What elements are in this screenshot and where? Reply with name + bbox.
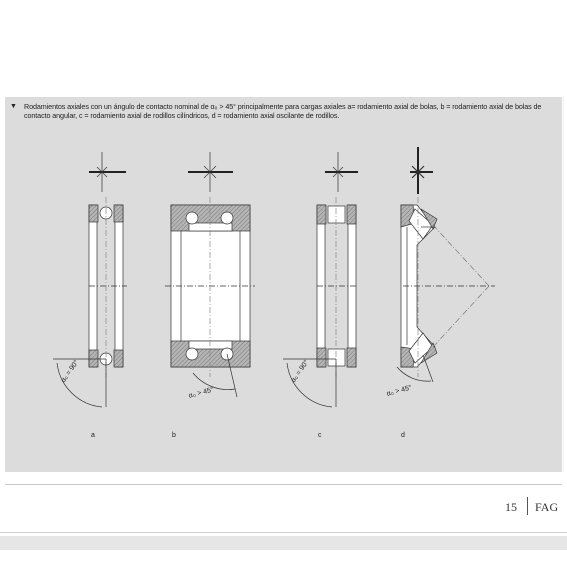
bearing-label-d: d: [401, 432, 405, 439]
bearing-b-drawing: [165, 152, 255, 400]
angle-label-a: α₀ = 90°: [60, 359, 81, 385]
angle-label-d: α₀ > 45°: [386, 384, 413, 398]
caption-marker-icon: ▼: [10, 103, 17, 110]
angle-label-c: α₀ = 90°: [290, 359, 311, 385]
caption-text: Rodamientos axiales con un ángulo de contacto nominal de α₀ > 45° principalmente para cargas axiales a= rodamiento axial de bolas, b = rodamiento axial de bolas de contacto angular, c = rodamiento axial de rodillos cilíndricos, d = rodamiento axial oscilante de rodillos.: [24, 102, 542, 120]
page-number: 15: [505, 500, 517, 514]
bearing-label-c: c: [318, 432, 322, 439]
bearing-label-a: a: [91, 432, 95, 439]
bearing-label-b: b: [172, 432, 176, 439]
bearing-drawings: [5, 97, 562, 472]
bearing-d-drawing: [397, 147, 495, 382]
footer-divider: [5, 484, 562, 485]
panel-edge: [563, 97, 564, 472]
page-bottom-edge: [0, 532, 567, 533]
bearing-a-drawing: [53, 152, 127, 407]
brand-label: FAG: [535, 500, 559, 514]
footer-separator: [527, 497, 528, 515]
page-gap-band: [0, 536, 567, 550]
bearing-c-drawing: [283, 152, 358, 407]
angle-label-b: α₀ > 45°: [188, 386, 215, 400]
